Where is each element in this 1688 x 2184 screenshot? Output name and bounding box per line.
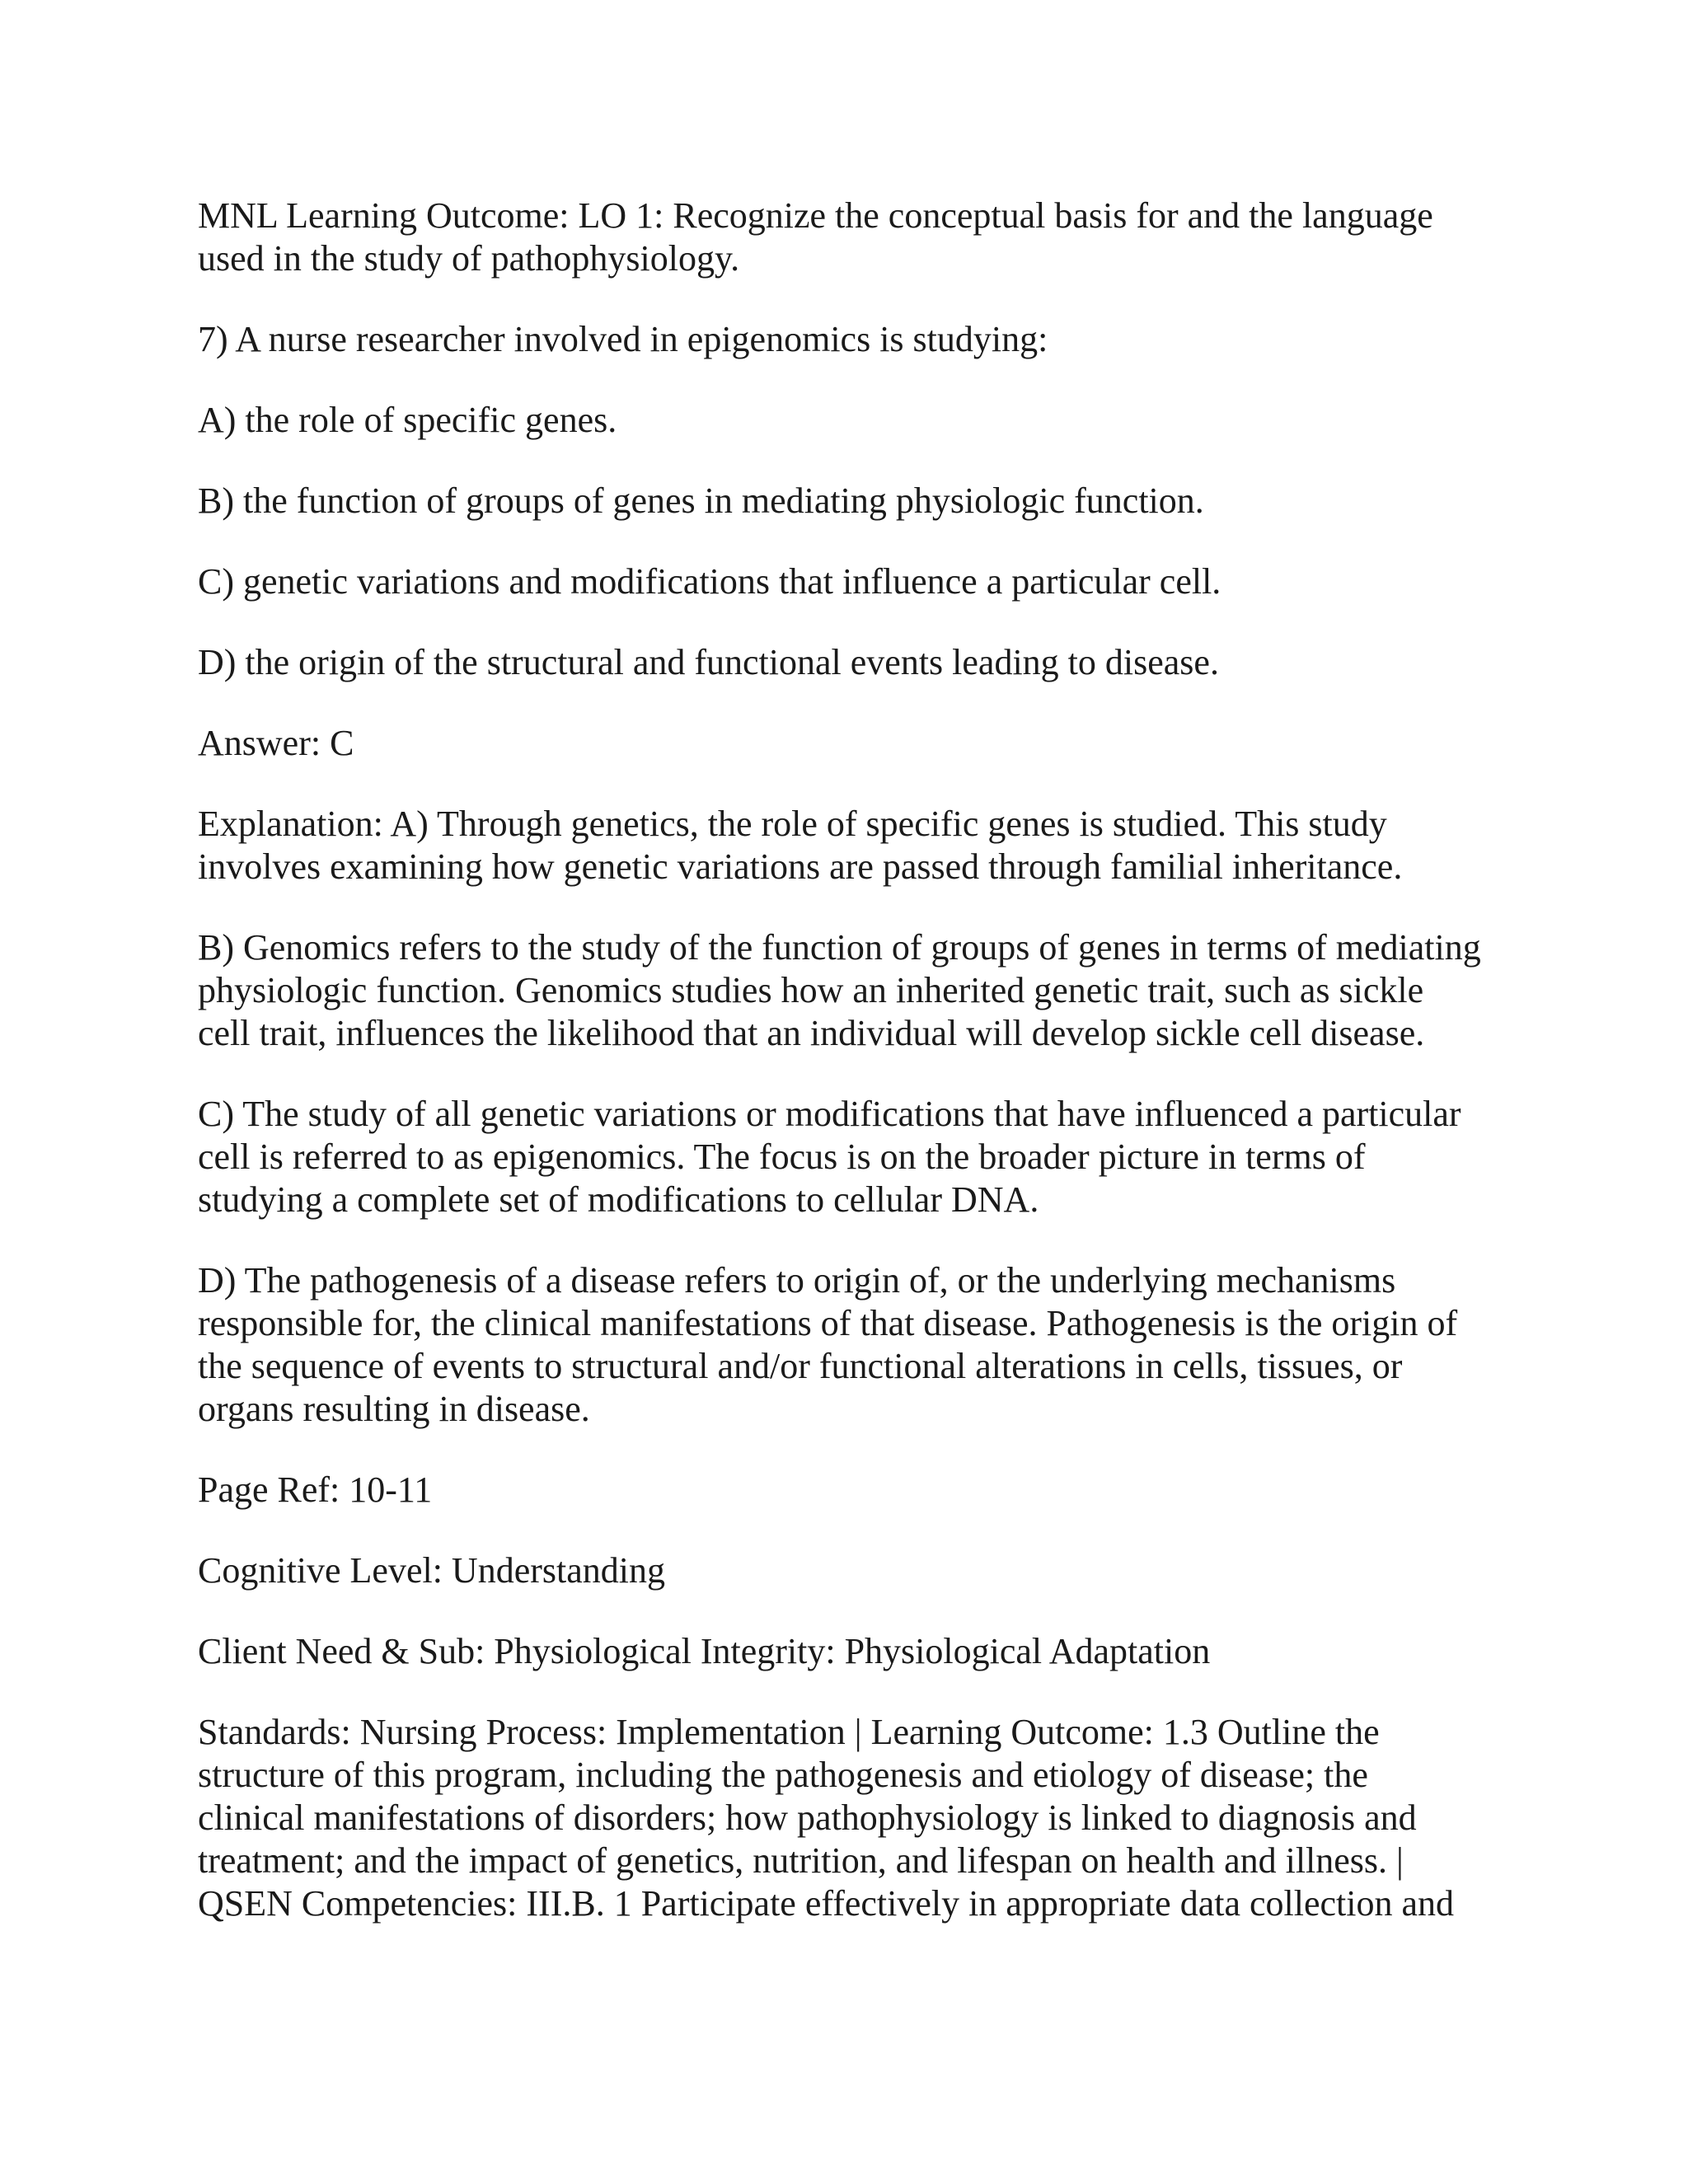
- explanation-d: D) The pathogenesis of a disease refers to origin of, or the underlying mechanisms responsible for, the clinical manifestations of that disease. Pathogenesis is the origin of the sequence of events to structural and/or functional alterations in cells, tissues, or organs resulting in disease.: [198, 1260, 1458, 1429]
- cognitive-level: Cognitive Level: Understanding: [198, 1550, 665, 1591]
- page-ref: Page Ref: 10-11: [198, 1469, 433, 1510]
- option-a: A) the role of specific genes.: [198, 400, 617, 440]
- option-b: B) the function of groups of genes in mediating physiologic function.: [198, 480, 1204, 521]
- option-c: C) genetic variations and modifications that influence a particular cell.: [198, 561, 1221, 602]
- document-page: [198, 194, 1484, 1963]
- question-stem: 7) A nurse researcher involved in epigenomics is studying:: [198, 319, 1048, 359]
- option-d: D) the origin of the structural and functional events leading to disease.: [198, 642, 1219, 682]
- client-need: Client Need & Sub: Physiological Integrity: Physiological Adaptation: [198, 1631, 1211, 1671]
- explanation-c: C) The study of all genetic variations or modifications that have influenced a particular cell is referred to as epigenomics. The focus is on the broader picture in terms of studying a complete set of modifications to cellular DNA.: [198, 1094, 1461, 1220]
- explanation-b: B) Genomics refers to the study of the function of groups of genes in terms of mediating physiologic function. Genomics studies how an inherited genetic trait, such as sickle cell trait, influences the likelihood that an individual will develop sickle cell disease.: [198, 927, 1481, 1053]
- explanation-a: Explanation: A) Through genetics, the role of specific genes is studied. This study involves examining how genetic variations are passed through familial inheritance.: [198, 804, 1403, 887]
- answer: Answer: C: [198, 723, 354, 763]
- standards: Standards: Nursing Process: Implementation | Learning Outcome: 1.3 Outline the structure of this program, including the pathogenesis and etiology of disease; the clinical manifestations of disorders; how pathophysiology is linked to diagnosis and treatment; and the impact of genetics, nutrition, and lifespan on health and illness. | QSEN Competencies: III.B. 1 Participate effectively in appropriate data collection and: [198, 1712, 1454, 1924]
- learning-outcome: MNL Learning Outcome: LO 1: Recognize the conceptual basis for and the language used in the study of pathophysiology.: [198, 195, 1433, 279]
